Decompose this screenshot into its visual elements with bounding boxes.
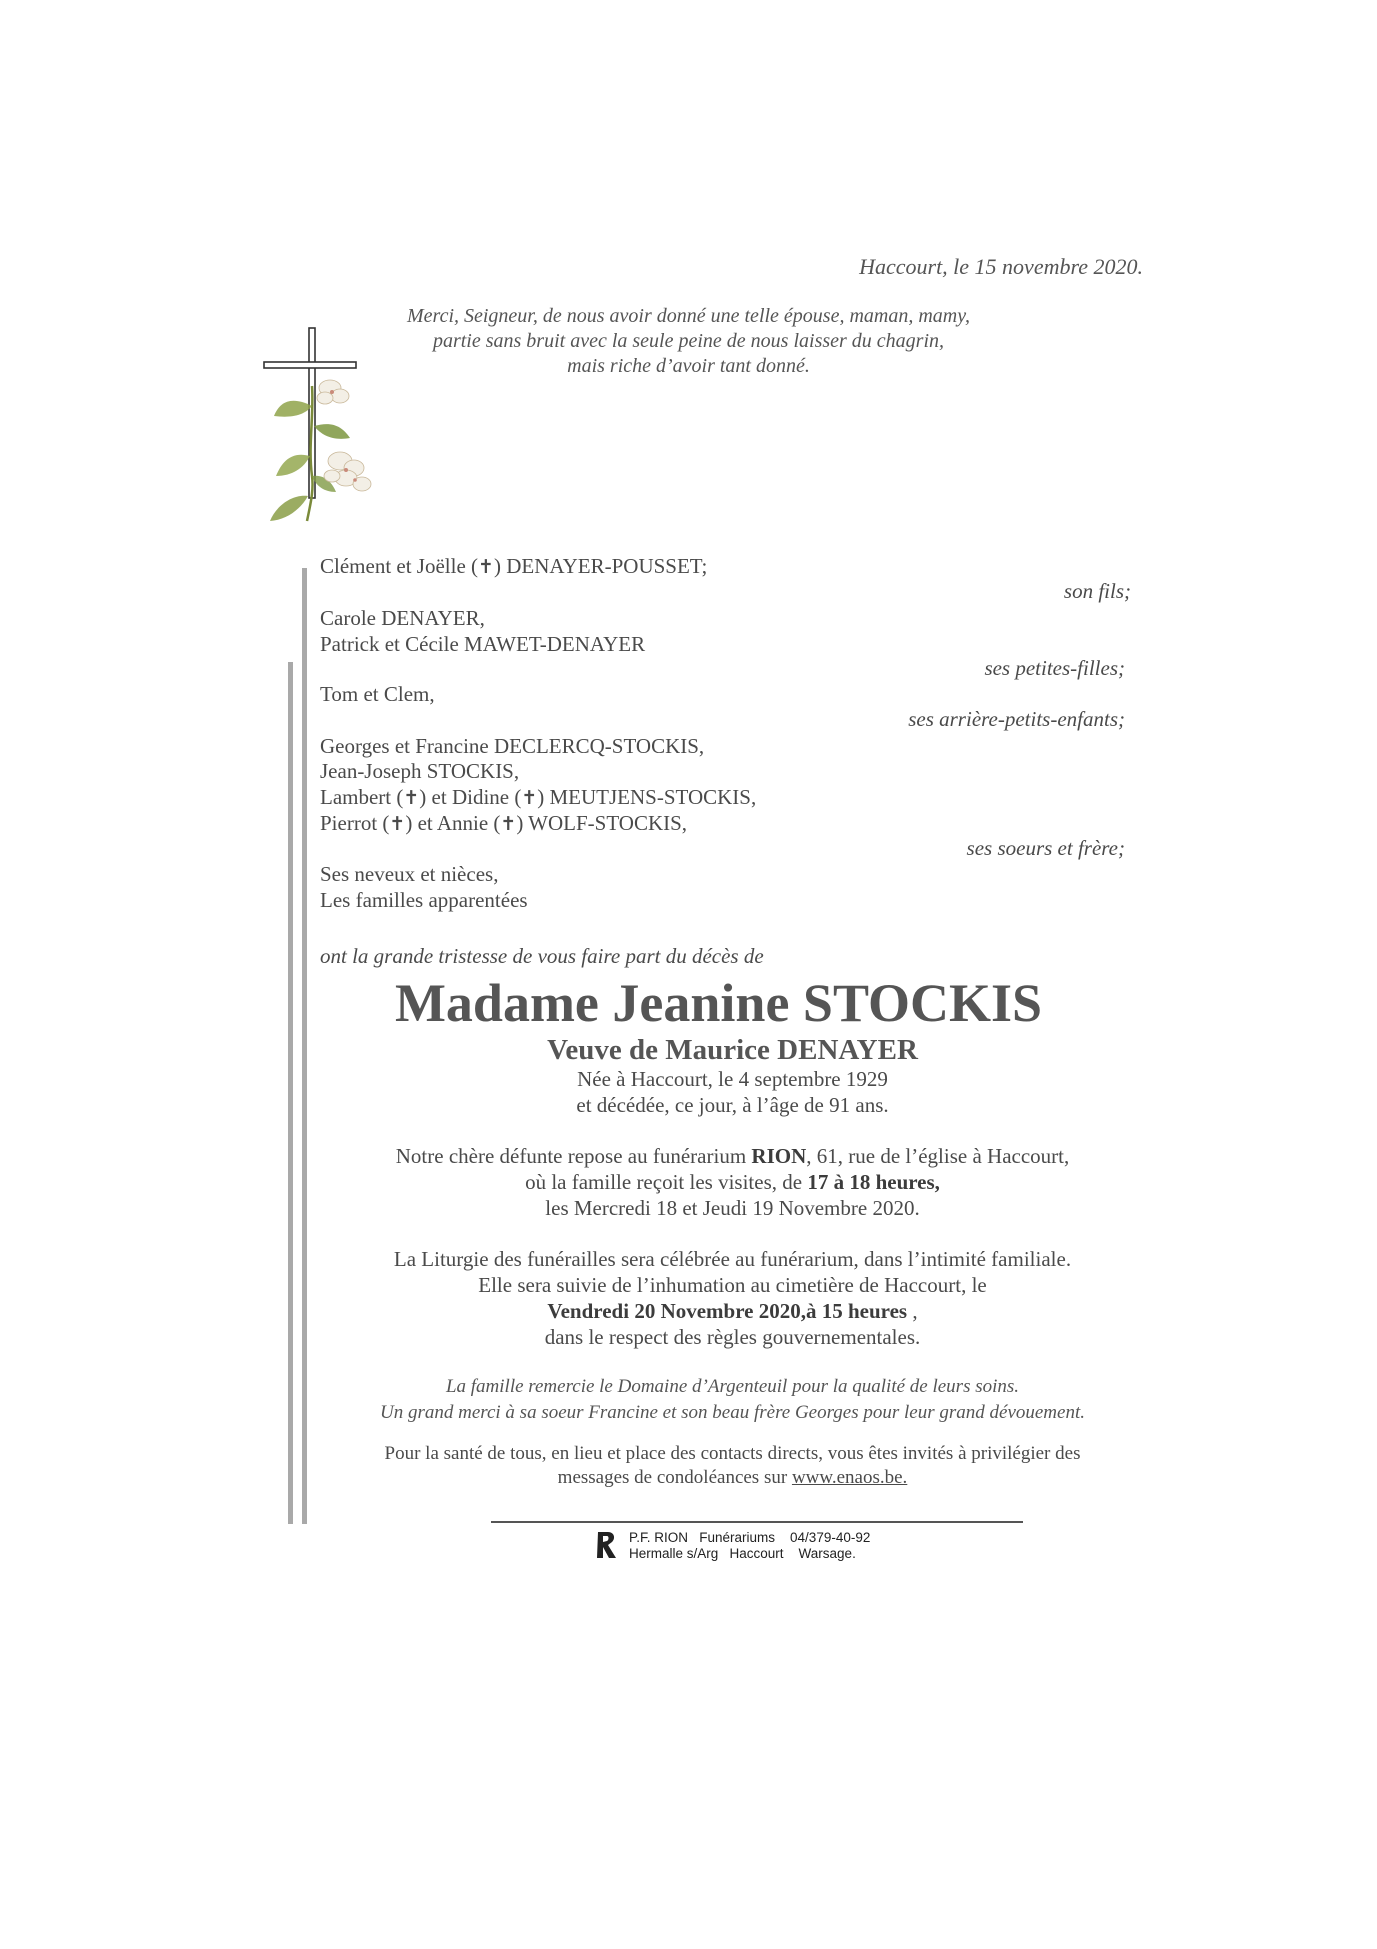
relation-label: ses soeurs et frère; [966,836,1125,860]
cross-icon: ✝ [389,813,406,835]
prayer-line: mais riche d’avoir tant donné. [567,355,810,377]
funeral-home-info [629,1530,870,1562]
condolences-line: messages de condoléances sur www.enaos.be. [557,1467,908,1488]
granddaughter-name: Carole DENAYER, [320,606,485,630]
cross-with-lilies-illustration [262,326,382,526]
relation-label: ses arrière-petits-enfants; [908,707,1125,731]
thanks-line: La famille remercie le Domaine d’Argenteuil pour la qualité de leurs soins. [445,1376,1020,1397]
footer-rule [491,1521,1023,1523]
funeral-info [0,1246,1377,1350]
cross-icon: ✝ [500,813,517,835]
condolences-note [0,1442,1377,1490]
footer-line: Hermalle s/Arg Haccourt Warsage. [629,1546,856,1561]
deceased-name: Madame Jeanine STOCKIS [394,973,1043,1033]
sibling-name: Georges et Francine DECLERCQ-STOCKIS, [320,734,705,758]
visitation-line: les Mercredi 18 et Jeudi 19 Novembre 2020. [545,1196,920,1220]
funeral-line: Elle sera suivie de l’inhumation au cimetière de Haccourt, le [478,1273,987,1297]
prayer-line: partie sans bruit avec la seule peine de nous laisser du chagrin, [432,330,945,352]
cross-icon: ✝ [478,556,494,578]
visitation-line: Notre chère défunte repose au funérarium RION, 61, rue de l’église à Haccourt, [395,1144,1070,1168]
death-line: et décédée, ce jour, à l’âge de 91 ans. [576,1093,889,1117]
relation-label: ses petites-filles; [984,656,1125,680]
condolences-link[interactable]: www.enaos.be. [791,1467,908,1488]
great-grandchildren-names: Tom et Clem, [320,682,435,706]
thanks-note [0,1374,1377,1426]
granddaughter-name: Patrick et Cécile MAWET-DENAYER [320,632,646,656]
other-relatives: Les familles apparentées [320,888,528,912]
son-names: Clément et Joëlle (✝) DENAYER-POUSSET; [320,554,708,578]
announcement-intro: ont la grande tristesse de vous faire part du décès de [320,944,764,968]
birth-death-dates [0,1066,1377,1118]
prayer-line: Merci, Seigneur, de nous avoir donné une telle épouse, maman, mamy, [406,305,971,327]
sibling-name: Pierrot (✝) et Annie (✝) WOLF-STOCKIS, [320,811,688,835]
cross-icon: ✝ [403,787,420,809]
funeral-line: dans le respect des règles gouvernementales. [544,1325,921,1349]
sibling-name: Jean-Joseph STOCKIS, [320,759,520,783]
funeral-home-logo-icon [594,1530,620,1560]
condolences-line: Pour la santé de tous, en lieu et place des contacts directs, vous êtes invités à privilégier des [384,1443,1081,1464]
funeral-line: La Liturgie des funérailles sera célébrée au funérarium, dans l’intimité familiale. [393,1247,1072,1271]
birth-line: Née à Haccourt, le 4 septembre 1929 [577,1067,888,1091]
other-relatives: Ses neveux et nièces, [320,862,499,886]
footer-line: P.F. RION Funérariums 04/379-40-92 [629,1530,871,1545]
widow-of: Veuve de Maurice DENAYER [547,1034,918,1066]
visitation-line: où la famille reçoit les visites, de 17 à 18 heures, [525,1170,940,1194]
place-date: Haccourt, le 15 novembre 2020. [859,254,1143,279]
relation-label: son fils; [1063,579,1131,603]
funeral-line: Vendredi 20 Novembre 2020,à 15 heures , [547,1299,918,1323]
opening-prayer [0,304,1377,379]
cross-icon: ✝ [521,787,538,809]
thanks-line: Un grand merci à sa soeur Francine et son beau frère Georges pour leur grand dévouement. [380,1402,1085,1423]
sibling-name: Lambert (✝) et Didine (✝) MEUTJENS-STOCKIS, [320,785,757,809]
visitation-info [0,1143,1377,1221]
